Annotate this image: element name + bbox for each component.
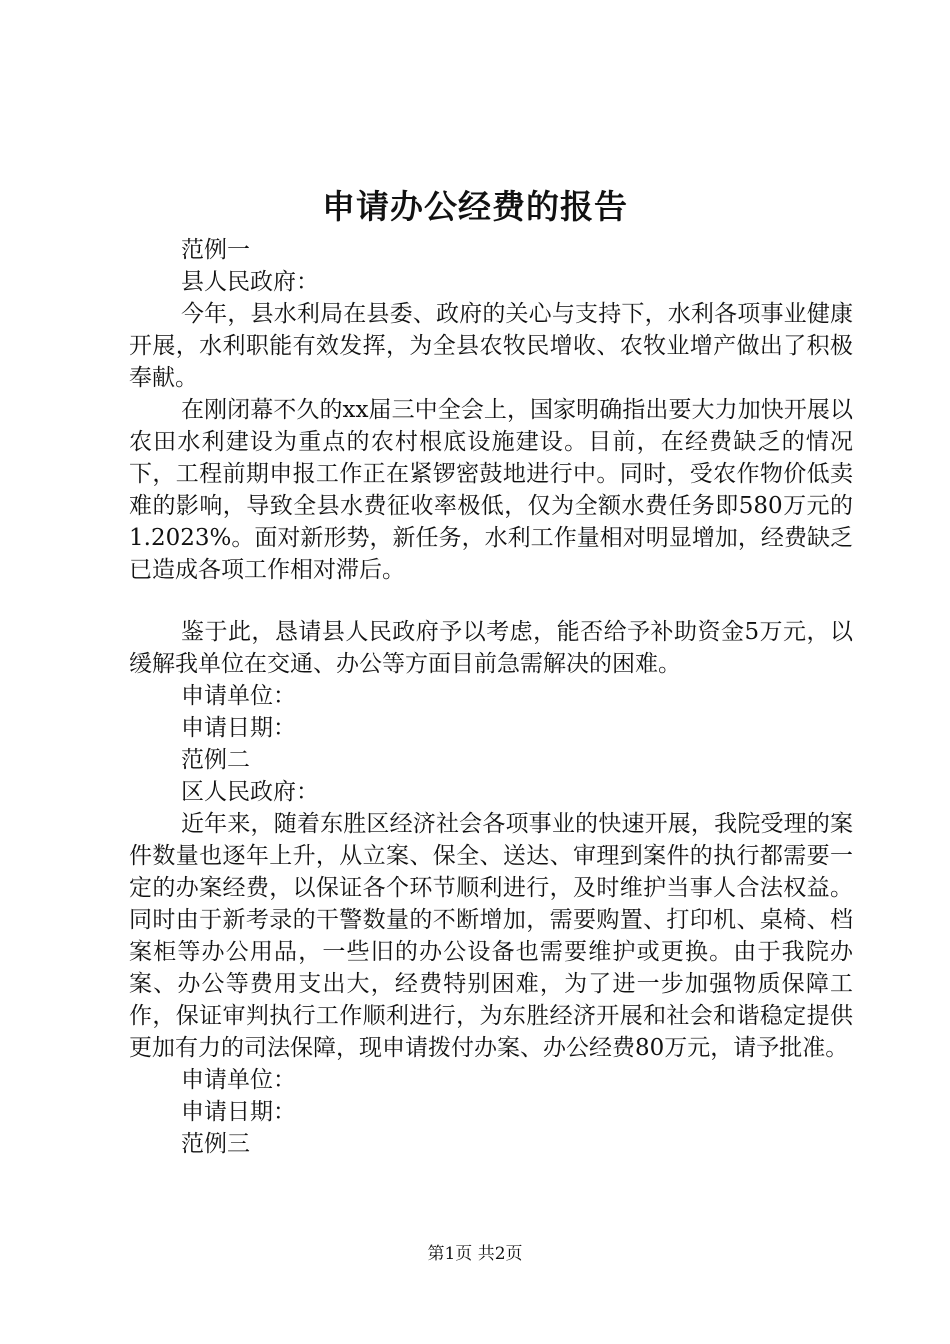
example1-date-label: 申请日期： <box>181 715 296 741</box>
example3-heading: 范例三 <box>181 1131 250 1157</box>
paragraph-spacer <box>129 586 853 616</box>
example2-applicant-label: 申请单位： <box>181 1067 296 1093</box>
example1-paragraph-1: 今年，县水利局在县委、政府的关心与支持下，水利各项事业健康开展，水利职能有效发挥，为全县农牧民增收、农牧业增产做出了积极奉献。 <box>129 301 853 391</box>
example2-paragraph-1: 近年来，随着东胜区经济社会各项事业的快速开展，我院受理的案件数量也逐年上升，从立案、保全、送达、审理到案件的执行都需要一定的办案经费，以保证各个环节顺利进行，及时维护当事人合法权益。同时由于新考录的干警数量的不断增加，需要购置、打印机、桌椅、档案柜等办公用品，一些旧的办公设备也需要维护或更换。由于我院办案、办公等费用支出大，经费特别困难，为了进一步加强物质保障工作，保证审判执行工作顺利进行，为东胜经济开展和社会和谐稳定提供更加有力的司法保障，现申请拨付办案、办公经费80万元，请予批准。 <box>129 811 853 1061</box>
page-footer: 第1页 共2页 <box>427 1244 523 1264</box>
example2-date-label: 申请日期： <box>181 1099 296 1125</box>
example1-paragraph-2: 在刚闭幕不久的xx届三中全会上，国家明确指出要大力加快开展以农田水利建设为重点的农村根底设施建设。目前，在经费缺乏的情况下，工程前期申报工作正在紧锣密鼓地进行中。同时，受农作物价低卖难的影响，导致全县水费征收率极低，仅为全额水费任务即580万元的1.2023%。面对新形势，新任务，水利工作量相对明显增加，经费缺乏已造成各项工作相对滞后。 <box>129 397 853 583</box>
example2-heading: 范例二 <box>181 747 250 773</box>
document-title: 申请办公经费的报告 <box>322 187 628 226</box>
example2-addressee: 区人民政府： <box>181 779 319 805</box>
example1-paragraph-3: 鉴于此，恳请县人民政府予以考虑，能否给予补助资金5万元，以缓解我单位在交通、办公等方面目前急需解决的困难。 <box>129 619 853 677</box>
example1-applicant-label: 申请单位： <box>181 683 296 709</box>
example1-heading: 范例一 <box>181 237 250 263</box>
document-body <box>129 234 853 1160</box>
example1-addressee: 县人民政府： <box>181 269 319 295</box>
